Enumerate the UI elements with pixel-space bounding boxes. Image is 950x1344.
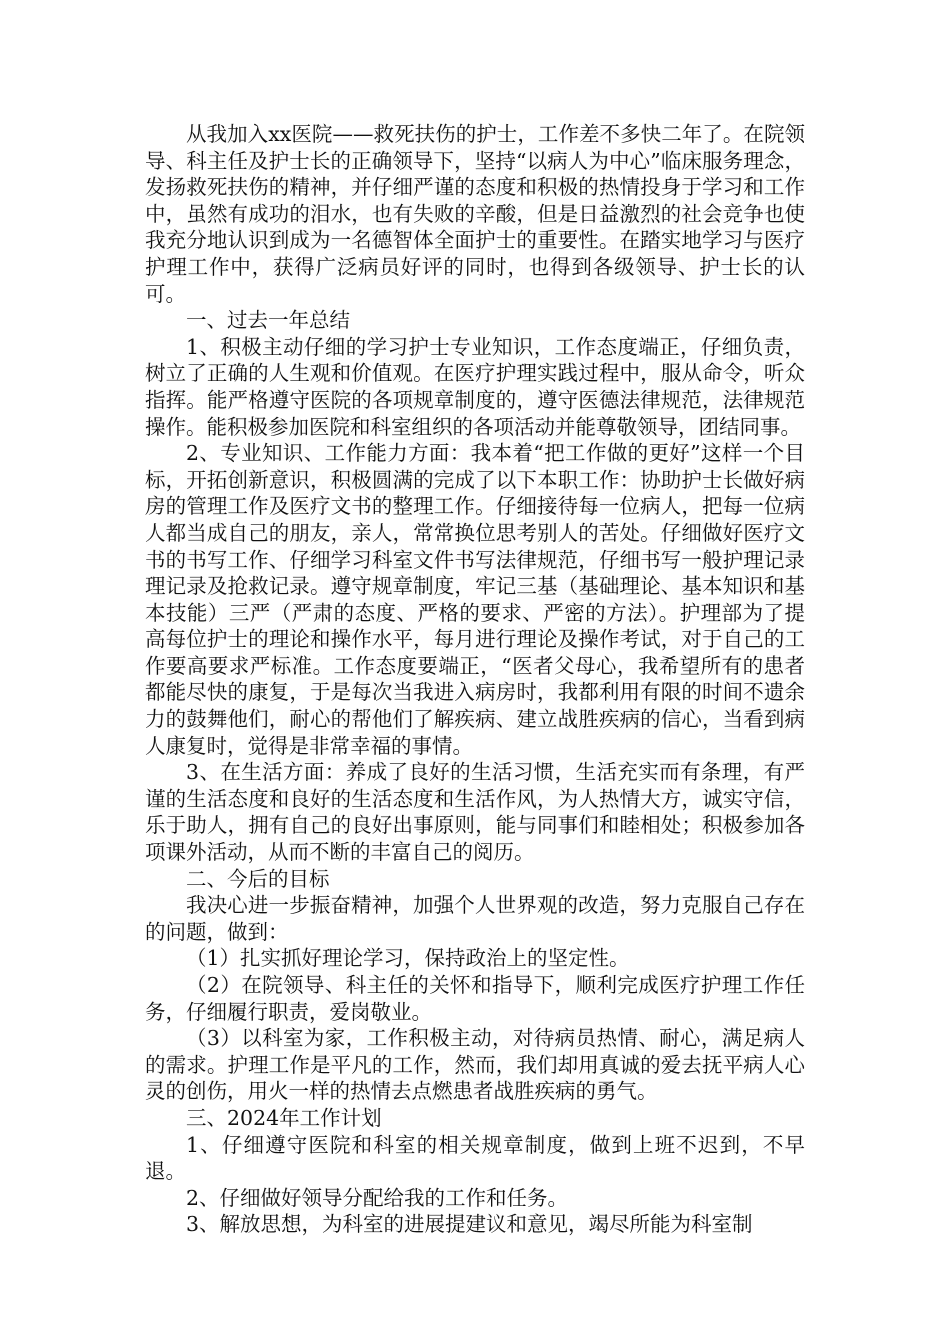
document-body — [145, 121, 805, 1238]
plan-item-2: 2、仔细做好领导分配给我的工作和任务。 — [186, 1185, 569, 1210]
section-heading-future-goals: 二、今后的目标 — [186, 866, 330, 891]
summary-item-3: 3、在生活方面：养成了良好的生活习惯，生活充实而有条理，有严谨的生活态度和良好的生活态度和生活作风，为人热情大方，诚实守信，乐于助人，拥有自己的良好出事原则，能与同事们和睦相处；积极参加各项课外活动，从而不断的丰富自己的阅历。 — [145, 760, 805, 865]
plan-item-1: 1、仔细遵守医院和科室的相关规章制度，做到上班不迟到，不早退。 — [145, 1132, 805, 1184]
goal-item-1: （1）扎实抓好理论学习，保持政治上的坚定性。 — [186, 946, 630, 971]
goal-item-3: （3）以科室为家，工作积极主动，对待病员热情、耐心，满足病人的需求。护理工作是平凡的工作，然而，我们却用真诚的爱去抚平病人心灵的创伤，用火一样的热情去点燃患者战胜疾病的勇气。 — [145, 1026, 805, 1104]
plan-item-3: 3、解放思想，为科室的进展提建议和意见，竭尽所能为科室制 — [186, 1212, 753, 1237]
summary-item-1: 1、积极主动仔细的学习护士专业知识，工作态度端正，仔细负责，树立了正确的人生观和价值观。在医疗护理实践过程中，服从命令，听众指挥。能严格遵守医院的各项规章制度的，遵守医德法律规范，法律规范操作。能积极参加医院和科室组织的各项活动并能尊敬领导，团结同事。 — [145, 334, 805, 439]
intro-paragraph: 从我加入xx医院——救死扶伤的护士，工作差不多快二年了。在院领导、科主任及护士长的正确领导下，坚持“以病人为中心”临床服务理念，发扬救死扶伤的精神，并仔细严谨的态度和积极的热情投身于学习和工作中，虽然有成功的泪水，也有失败的辛酸，但是日益激烈的社会竞争也使我充分地认识到成为一名德智体全面护士的重要性。在踏实地学习与医疗护理工作中，获得广泛病员好评的同时，也得到各级领导、护士长的认可。 — [145, 122, 805, 306]
goals-intro: 我决心进一步振奋精神，加强个人世界观的改造，努力克服自己存在的问题，做到： — [145, 893, 805, 944]
section-heading-past-year: 一、过去一年总结 — [186, 308, 350, 333]
summary-item-2: 2、专业知识、工作能力方面：我本着“把工作做的更好”这样一个目标，开拓创新意识，积极圆满的完成了以下本职工作：协助护士长做好病房的管理工作及医疗文书的整理工作。仔细接待每一位病人，把每一位病人都当成自己的朋友，亲人，常常换位思考别人的苦处。仔细做好医疗文书的书写工作、仔细学习科室文件书写法律规范，仔细书写一般护理记录理记录及抢救记录。遵守规章制度，牢记三基（基础理论、基本知识和基本技能）三严（严肃的态度、严格的要求、严密的方法）。护理部为了提高每位护士的理论和操作水平，每月进行理论及操作考试，对于自己的工作要高要求严标准。工作态度要端正，“医者父母心，我希望所有的患者都能尽快的康复，于是每次当我进入病房时，我都利用有限的时间不遗余力的鼓舞他们，耐心的帮他们了解疾病、建立战胜疾病的信心，当看到病人康复时，觉得是非常幸福的事情。 — [145, 441, 805, 758]
goal-item-2: （2）在院领导、科主任的关怀和指导下，顺利完成医疗护理工作任务，仔细履行职责，爱岗敬业。 — [145, 973, 805, 1024]
section-heading-work-plan: 三、2024年工作计划 — [186, 1105, 382, 1130]
